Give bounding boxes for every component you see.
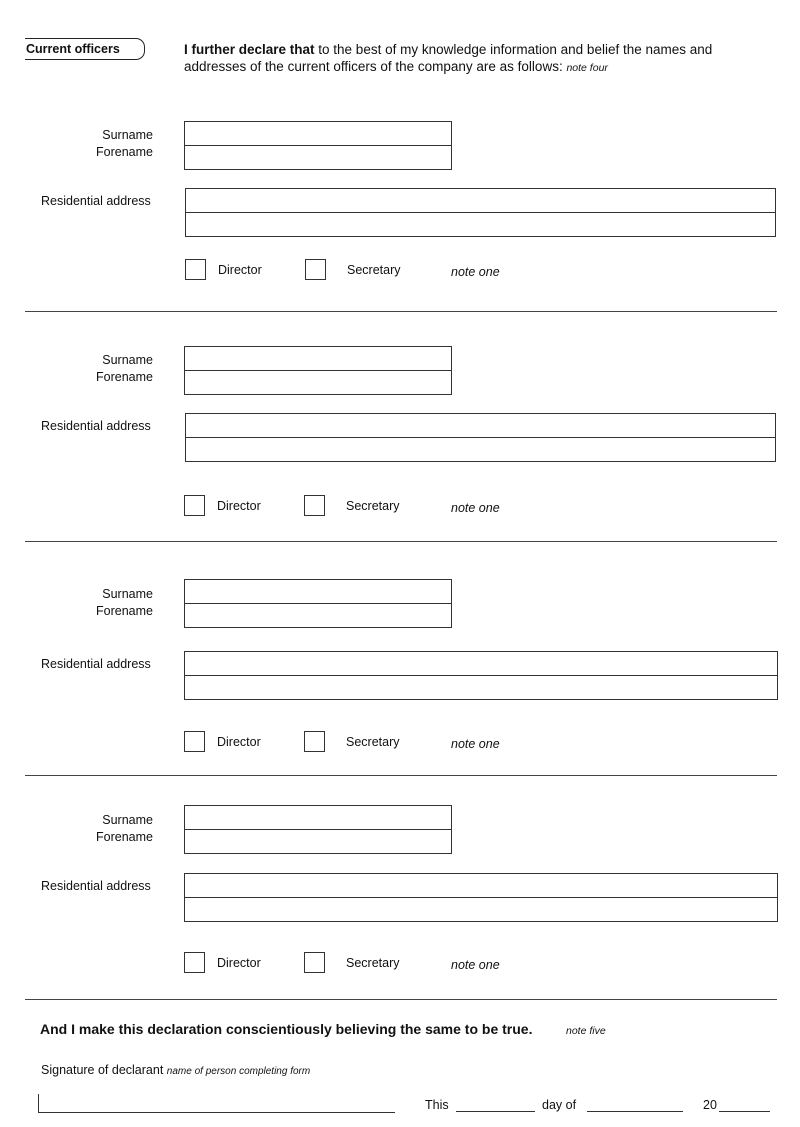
director-label: Director bbox=[217, 735, 261, 749]
director-checkbox[interactable] bbox=[184, 952, 205, 973]
address-line-1-field[interactable] bbox=[184, 873, 778, 898]
director-label: Director bbox=[218, 263, 262, 277]
secretary-checkbox[interactable] bbox=[304, 952, 325, 973]
section-tab-label: Current officers bbox=[26, 42, 120, 56]
declaration-text: And I make this declaration conscientiously believing the same to be true. bbox=[40, 1021, 533, 1037]
role-note: note one bbox=[451, 501, 500, 515]
signature-label: Signature of declarant bbox=[41, 1063, 164, 1077]
day-of-label: day of bbox=[542, 1098, 577, 1112]
signature-hint: name of person completing form bbox=[166, 1066, 311, 1077]
day-field[interactable] bbox=[456, 1097, 535, 1112]
surname-field[interactable] bbox=[184, 121, 452, 146]
secretary-label: Secretary bbox=[346, 499, 400, 513]
surname-label: Surname bbox=[102, 128, 153, 142]
secretary-label: Secretary bbox=[346, 735, 400, 749]
surname-field[interactable] bbox=[184, 579, 452, 604]
address-line-2-field[interactable] bbox=[184, 897, 778, 922]
address-line-1-field[interactable] bbox=[185, 188, 776, 213]
intro-paragraph bbox=[184, 41, 764, 77]
director-label: Director bbox=[217, 499, 261, 513]
year-field[interactable] bbox=[719, 1097, 770, 1112]
surname-label: Surname bbox=[102, 353, 153, 367]
address-label: Residential address bbox=[41, 879, 151, 893]
director-checkbox[interactable] bbox=[184, 495, 205, 516]
surname-label: Surname bbox=[102, 587, 153, 601]
director-checkbox[interactable] bbox=[185, 259, 206, 280]
section-divider bbox=[25, 311, 777, 312]
forename-field[interactable] bbox=[184, 829, 452, 854]
officer-block-4 bbox=[0, 805, 800, 1005]
secretary-checkbox[interactable] bbox=[304, 731, 325, 752]
signature-label-row bbox=[41, 1063, 310, 1077]
officer-block-3 bbox=[0, 579, 800, 779]
surname-field[interactable] bbox=[184, 346, 452, 371]
forename-label: Forename bbox=[96, 830, 153, 844]
forename-label: Forename bbox=[96, 604, 153, 618]
section-divider bbox=[25, 999, 777, 1000]
surname-field[interactable] bbox=[184, 805, 452, 830]
role-note: note one bbox=[451, 265, 500, 279]
secretary-label: Secretary bbox=[346, 956, 400, 970]
forename-field[interactable] bbox=[184, 145, 452, 170]
address-label: Residential address bbox=[41, 657, 151, 671]
forename-label: Forename bbox=[96, 370, 153, 384]
address-line-1-field[interactable] bbox=[184, 651, 778, 676]
section-divider bbox=[25, 541, 777, 542]
year-prefix: 20 bbox=[703, 1098, 717, 1112]
secretary-checkbox[interactable] bbox=[304, 495, 325, 516]
forename-field[interactable] bbox=[184, 370, 452, 395]
forename-label: Forename bbox=[96, 145, 153, 159]
intro-note: note four bbox=[566, 62, 608, 74]
secretary-label: Secretary bbox=[347, 263, 401, 277]
address-label: Residential address bbox=[41, 419, 151, 433]
officer-block-2 bbox=[0, 346, 800, 546]
month-field[interactable] bbox=[587, 1097, 683, 1112]
director-checkbox[interactable] bbox=[184, 731, 205, 752]
address-label: Residential address bbox=[41, 194, 151, 208]
signature-field[interactable] bbox=[38, 1094, 395, 1113]
role-note: note one bbox=[451, 737, 500, 751]
role-note: note one bbox=[451, 958, 500, 972]
director-label: Director bbox=[217, 956, 261, 970]
intro-bold-text: I further declare that bbox=[184, 42, 315, 57]
declaration-note: note five bbox=[566, 1025, 606, 1037]
address-line-2-field[interactable] bbox=[185, 437, 776, 462]
secretary-checkbox[interactable] bbox=[305, 259, 326, 280]
address-line-2-field[interactable] bbox=[185, 212, 776, 237]
this-label: This bbox=[425, 1098, 449, 1112]
officer-block-1 bbox=[0, 121, 800, 321]
forename-field[interactable] bbox=[184, 603, 452, 628]
section-divider bbox=[25, 775, 777, 776]
address-line-1-field[interactable] bbox=[185, 413, 776, 438]
address-line-2-field[interactable] bbox=[184, 675, 778, 700]
surname-label: Surname bbox=[102, 813, 153, 827]
intro-text: to the best of my knowledge information and belief the names and addresses of the current officers of the company are as follows: bbox=[184, 42, 713, 74]
